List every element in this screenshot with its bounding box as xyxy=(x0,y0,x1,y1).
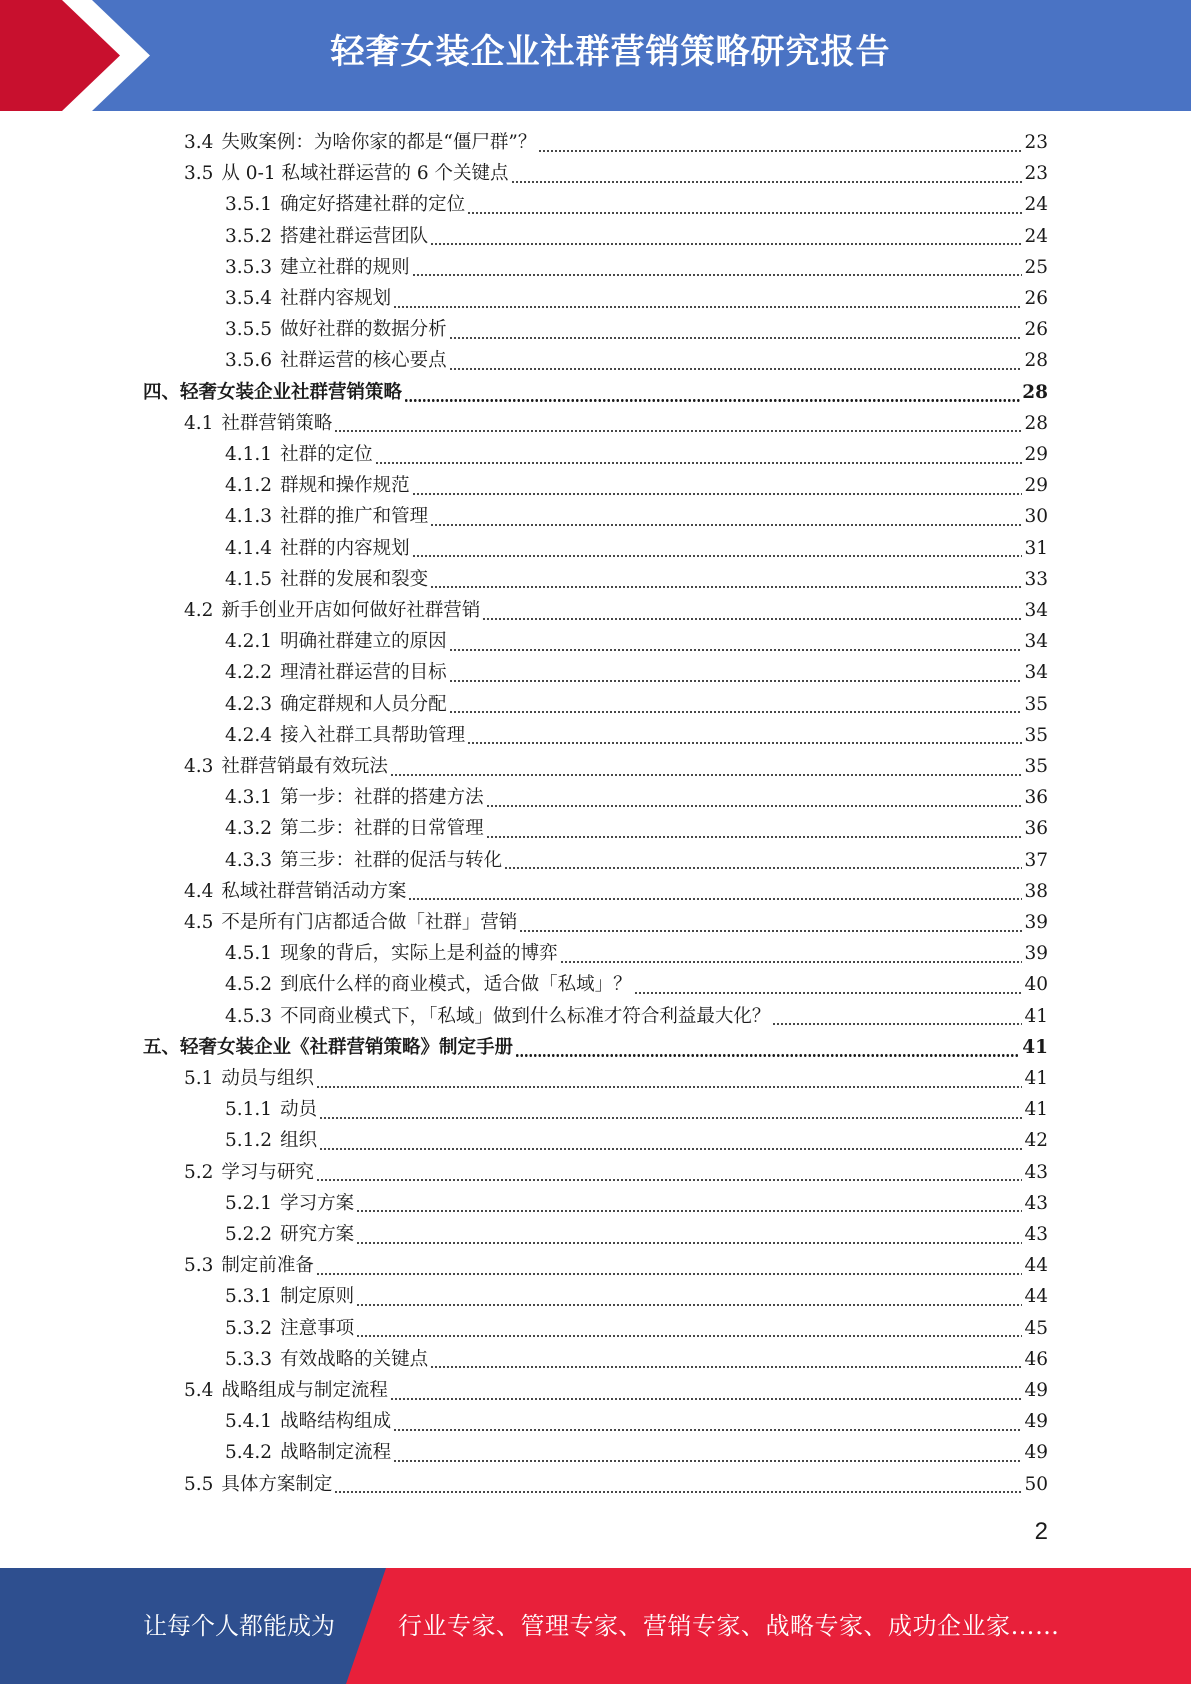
toc-entry-page: 23 xyxy=(1024,132,1048,153)
toc-entry[interactable] xyxy=(225,969,1048,1000)
toc-entry-page: 29 xyxy=(1024,475,1048,497)
toc-dot-leader xyxy=(393,306,1022,308)
toc-entry[interactable] xyxy=(143,1032,1048,1063)
toc-entry-page: 30 xyxy=(1024,506,1048,528)
toc-entry-page: 49 xyxy=(1024,1442,1048,1464)
toc-dot-leader xyxy=(319,1148,1022,1150)
toc-entry[interactable] xyxy=(225,1281,1048,1312)
toc-entry[interactable] xyxy=(184,127,1048,158)
toc-entry-title: 社群内容规划 xyxy=(280,288,392,309)
toc-entry[interactable] xyxy=(184,751,1048,782)
toc-entry[interactable] xyxy=(184,158,1048,189)
toc-dot-leader xyxy=(356,1335,1022,1337)
toc-dot-leader xyxy=(393,1429,1022,1431)
toc-entry-number: 3.5.6 xyxy=(225,350,273,372)
toc-entry[interactable] xyxy=(225,1188,1048,1219)
toc-entry-title: 具体方案制定 xyxy=(221,1473,333,1495)
toc-entry-page: 39 xyxy=(1024,943,1048,965)
toc-dot-leader xyxy=(519,930,1022,932)
toc-dot-leader xyxy=(515,1054,1020,1057)
toc-dot-leader xyxy=(486,805,1023,807)
toc-entry-title: 现象的背后，实际上是利益的博弈 xyxy=(280,943,558,965)
toc-entry-page: 40 xyxy=(1024,974,1048,996)
toc-entry[interactable] xyxy=(225,845,1048,876)
toc-entry-number: 4.2.1 xyxy=(225,631,273,653)
toc-entry-title: 接入社群工具帮助管理 xyxy=(280,724,466,746)
toc-dot-leader xyxy=(334,430,1022,432)
toc-entry[interactable] xyxy=(225,1125,1048,1156)
toc-dot-leader xyxy=(390,774,1023,776)
toc-entry[interactable] xyxy=(225,657,1048,688)
toc-entry-page: 41 xyxy=(1024,1099,1048,1121)
toc-entry-title: 社群的定位 xyxy=(280,444,373,465)
toc-entry[interactable] xyxy=(143,377,1048,408)
toc-dot-leader xyxy=(404,399,1020,402)
toc-entry-page: 36 xyxy=(1024,787,1048,809)
toc-entry-page: 38 xyxy=(1024,880,1048,902)
toc-entry-number: 4.4 xyxy=(184,880,214,902)
toc-entry-title: 有效战略的关键点 xyxy=(280,1348,429,1370)
toc-entry-page: 44 xyxy=(1024,1255,1048,1277)
toc-dot-leader xyxy=(334,1491,1022,1493)
toc-dot-leader xyxy=(486,836,1023,838)
toc-entry-page: 28 xyxy=(1024,412,1048,434)
toc-entry-page: 35 xyxy=(1024,756,1048,777)
toc-entry-number: 4.5.1 xyxy=(225,943,273,965)
toc-dot-leader xyxy=(390,1398,1023,1400)
toc-entry-number: 四、 xyxy=(143,381,181,403)
toc-dot-leader xyxy=(375,462,1023,464)
toc-entry-number: 4.5 xyxy=(184,912,214,933)
toc-entry-number: 4.1.1 xyxy=(225,444,273,465)
toc-entry-number: 5.4.1 xyxy=(225,1411,273,1433)
toc-entry-page: 37 xyxy=(1024,849,1048,871)
toc-dot-leader xyxy=(316,1179,1023,1181)
toc-entry-page: 33 xyxy=(1024,568,1048,590)
toc-entry-number: 4.1.3 xyxy=(225,506,273,528)
toc-entry-title: 战略结构组成 xyxy=(280,1411,392,1433)
toc-dot-leader xyxy=(634,992,1023,994)
toc-entry-page: 41 xyxy=(1024,1068,1048,1089)
footer-slogan-right: 行业专家、管理专家、营销专家、战略专家、成功企业家…… xyxy=(398,1612,1060,1640)
toc-entry-title: 建立社群的规则 xyxy=(280,256,410,278)
toc-dot-leader xyxy=(449,680,1023,682)
toc-dot-leader xyxy=(412,555,1023,557)
page-header xyxy=(0,0,1191,111)
toc-entry-title: 社群的内容规划 xyxy=(280,537,410,559)
toc-entry[interactable] xyxy=(184,408,1048,439)
toc-entry-title: 社群营销最有效玩法 xyxy=(221,756,388,777)
toc-dot-leader xyxy=(772,1023,1022,1025)
toc-entry-page: 34 xyxy=(1024,662,1048,684)
toc-entry-title: 确定群规和人员分配 xyxy=(280,693,447,715)
toc-entry-page: 26 xyxy=(1024,319,1048,341)
toc-entry-page: 34 xyxy=(1024,631,1048,653)
toc-entry-number: 4.3.3 xyxy=(225,849,273,871)
toc-entry[interactable] xyxy=(225,345,1048,376)
toc-entry-page: 49 xyxy=(1024,1380,1048,1401)
toc-entry-title: 轻奢女装企业社群营销策略 xyxy=(180,381,403,403)
toc-entry-title: 到底什么样的商业模式，适合做「私域」？ xyxy=(280,974,632,996)
toc-entry[interactable] xyxy=(225,221,1048,252)
toc-entry-number: 4.1.4 xyxy=(225,537,273,559)
toc-dot-leader xyxy=(316,1086,1023,1088)
toc-entry-number: 3.4 xyxy=(184,132,214,153)
toc-entry-title: 第三步：社群的促活与转化 xyxy=(280,849,503,871)
toc-entry-number: 4.3.1 xyxy=(225,787,273,809)
toc-entry-number: 3.5 xyxy=(184,163,214,185)
toc-entry-title: 社群营销策略 xyxy=(221,412,333,434)
toc-dot-leader xyxy=(316,1273,1023,1275)
toc-entry-number: 五、 xyxy=(143,1036,181,1058)
toc-entry-title: 群规和操作规范 xyxy=(280,475,410,497)
toc-entry-page: 24 xyxy=(1024,194,1048,216)
toc-entry-number: 5.1 xyxy=(184,1068,214,1089)
toc-entry[interactable] xyxy=(225,782,1048,813)
toc-entry-title: 轻奢女装企业《社群营销策略》制定手册 xyxy=(180,1036,514,1058)
toc-entry-title: 动员与组织 xyxy=(221,1068,314,1089)
toc-entry-page: 46 xyxy=(1024,1348,1048,1370)
toc-entry[interactable] xyxy=(225,1406,1048,1437)
toc-entry-title: 理清社群运营的目标 xyxy=(280,662,447,684)
toc-entry-title: 社群运营的核心要点 xyxy=(280,350,447,372)
toc-entry[interactable] xyxy=(225,283,1048,314)
toc-entry-title: 从 0-1 私域社群运营的 6 个关键点 xyxy=(221,163,509,185)
toc-entry-page: 25 xyxy=(1024,256,1048,278)
toc-entry-title: 第一步：社群的搭建方法 xyxy=(280,787,484,809)
toc-dot-leader xyxy=(393,1460,1022,1462)
toc-entry-number: 5.1.2 xyxy=(225,1130,273,1152)
page-number: 2 xyxy=(1034,1518,1048,1545)
toc-entry-title: 明确社群建立的原因 xyxy=(280,631,447,653)
toc-dot-leader xyxy=(356,1304,1022,1306)
toc-entry-title: 新手创业开店如何做好社群营销 xyxy=(221,600,481,621)
toc-entry[interactable] xyxy=(184,1469,1048,1500)
toc-dot-leader xyxy=(449,337,1023,339)
toc-entry-number: 5.4.2 xyxy=(225,1442,273,1464)
toc-entry[interactable] xyxy=(225,689,1048,720)
toc-entry-number: 5.2.1 xyxy=(225,1192,273,1214)
toc-entry-number: 3.5.1 xyxy=(225,194,273,216)
toc-entry[interactable] xyxy=(225,1313,1048,1344)
toc-dot-leader xyxy=(504,867,1022,869)
toc-entry[interactable] xyxy=(225,501,1048,532)
toc-entry-title: 动员 xyxy=(280,1099,318,1121)
toc-entry-page: 42 xyxy=(1024,1130,1048,1152)
toc-entry-number: 5.3.2 xyxy=(225,1317,273,1339)
toc-entry-title: 组织 xyxy=(280,1130,318,1152)
toc-entry-title: 研究方案 xyxy=(280,1224,355,1245)
toc-entry-title: 私域社群营销活动方案 xyxy=(221,880,407,902)
toc-entry-title: 不同商业模式下，「私域」做到什么标准才符合利益最大化？ xyxy=(280,1005,771,1027)
toc-entry-number: 5.2.2 xyxy=(225,1224,273,1245)
footer-slogan-left: 让每个人都能成为 xyxy=(143,1612,335,1640)
toc-entry-number: 4.1.5 xyxy=(225,568,273,590)
toc-entry-page: 26 xyxy=(1024,288,1048,309)
toc-entry[interactable] xyxy=(225,720,1048,751)
toc-entry-page: 43 xyxy=(1024,1161,1048,1183)
toc-entry-page: 23 xyxy=(1024,163,1048,185)
toc-entry-number: 5.3 xyxy=(184,1255,214,1277)
toc-entry[interactable] xyxy=(225,189,1048,220)
toc-dot-leader xyxy=(511,181,1023,183)
toc-entry[interactable] xyxy=(184,1375,1048,1406)
toc-entry-title: 学习方案 xyxy=(280,1192,355,1214)
toc-dot-leader xyxy=(449,368,1023,370)
toc-dot-leader xyxy=(412,274,1023,276)
toc-entry-page: 41 xyxy=(1022,1036,1048,1058)
toc-entry[interactable] xyxy=(225,1437,1048,1468)
toc-entry[interactable] xyxy=(225,938,1048,969)
toc-entry[interactable] xyxy=(225,1344,1048,1375)
toc-entry-title: 注意事项 xyxy=(280,1317,355,1339)
page-footer xyxy=(0,1568,1191,1684)
toc-dot-leader xyxy=(319,1117,1022,1119)
toc-entry-title: 社群的发展和裂变 xyxy=(280,568,429,590)
toc-entry-page: 35 xyxy=(1024,693,1048,715)
toc-entry-title: 第二步：社群的日常管理 xyxy=(280,818,484,840)
toc-entry-number: 5.1.1 xyxy=(225,1099,273,1121)
toc-entry-title: 制定前准备 xyxy=(221,1255,314,1277)
toc-entry-page: 28 xyxy=(1024,350,1048,372)
toc-entry-number: 4.1.2 xyxy=(225,475,273,497)
toc-entry-number: 4.2.4 xyxy=(225,724,273,746)
toc-entry[interactable] xyxy=(184,595,1048,626)
toc-dot-leader xyxy=(408,898,1022,900)
toc-entry-page: 39 xyxy=(1024,912,1048,933)
toc-entry-title: 学习与研究 xyxy=(221,1161,314,1183)
toc-dot-leader xyxy=(449,649,1023,651)
toc-entry-number: 5.3.1 xyxy=(225,1286,273,1308)
toc-dot-leader xyxy=(467,742,1022,744)
toc-entry-page: 34 xyxy=(1024,600,1048,621)
toc-entry-number: 3.5.4 xyxy=(225,288,273,309)
toc-entry-title: 做好社群的数据分析 xyxy=(280,319,447,341)
toc-entry-number: 3.5.5 xyxy=(225,319,273,341)
toc-entry-number: 4.2 xyxy=(184,600,214,621)
toc-entry[interactable] xyxy=(184,1250,1048,1281)
toc-entry-page: 24 xyxy=(1024,225,1048,247)
toc-entry-number: 4.3.2 xyxy=(225,818,273,840)
toc-entry-page: 36 xyxy=(1024,818,1048,840)
toc-dot-leader xyxy=(356,1210,1022,1212)
toc-entry[interactable] xyxy=(225,813,1048,844)
toc-entry[interactable] xyxy=(225,1001,1048,1032)
toc-entry-title: 战略组成与制定流程 xyxy=(221,1380,388,1401)
toc-entry-number: 5.4 xyxy=(184,1380,214,1401)
toc-entry[interactable] xyxy=(225,314,1048,345)
toc-dot-leader xyxy=(467,212,1022,214)
toc-entry-number: 5.3.3 xyxy=(225,1348,273,1370)
toc-entry-title: 制定原则 xyxy=(280,1286,355,1308)
toc-entry-page: 44 xyxy=(1024,1286,1048,1308)
toc-entry-number: 4.5.2 xyxy=(225,974,273,996)
toc-dot-leader xyxy=(449,711,1023,713)
toc-entry-page: 43 xyxy=(1024,1192,1048,1214)
toc-dot-leader xyxy=(430,1366,1022,1368)
toc-entry[interactable] xyxy=(225,1094,1048,1125)
toc-entry-page: 49 xyxy=(1024,1411,1048,1433)
toc-entry-title: 战略制定流程 xyxy=(280,1442,392,1464)
toc-entry-title: 社群的推广和管理 xyxy=(280,506,429,528)
toc-entry-page: 31 xyxy=(1024,537,1048,559)
toc-entry[interactable] xyxy=(184,1063,1048,1094)
toc-dot-leader xyxy=(356,1242,1022,1244)
toc-entry-page: 29 xyxy=(1024,444,1048,465)
toc-entry[interactable] xyxy=(225,1219,1048,1250)
toc-dot-leader xyxy=(560,961,1023,963)
toc-dot-leader xyxy=(538,150,1022,152)
toc-entry-number: 4.2.2 xyxy=(225,662,273,684)
toc-entry-page: 28 xyxy=(1022,381,1048,403)
toc-entry-title: 搭建社群运营团队 xyxy=(280,225,429,247)
toc-entry-number: 3.5.3 xyxy=(225,256,273,278)
toc-entry-title: 确定好搭建社群的定位 xyxy=(280,194,466,216)
toc-entry-number: 3.5.2 xyxy=(225,225,273,247)
toc-dot-leader xyxy=(430,586,1022,588)
toc-dot-leader xyxy=(482,618,1022,620)
report-title: 轻奢女装企业社群营销策略研究报告 xyxy=(330,32,891,72)
toc-entry-number: 4.1 xyxy=(184,412,214,434)
toc-entry[interactable] xyxy=(225,252,1048,283)
toc-entry-page: 50 xyxy=(1024,1473,1048,1495)
toc-entry[interactable] xyxy=(225,533,1048,564)
toc-entry-number: 4.5.3 xyxy=(225,1005,273,1027)
toc-entry[interactable] xyxy=(225,470,1048,501)
toc-entry[interactable] xyxy=(184,1157,1048,1188)
toc-dot-leader xyxy=(430,243,1022,245)
toc-entry-title: 失败案例：为啥你家的都是“僵尸群”？ xyxy=(221,132,537,153)
toc-entry-page: 41 xyxy=(1024,1005,1048,1027)
toc-entry[interactable] xyxy=(225,439,1048,470)
toc-entry-page: 43 xyxy=(1024,1224,1048,1245)
toc-entry-number: 5.2 xyxy=(184,1161,214,1183)
toc-entry[interactable] xyxy=(184,876,1048,907)
toc-entry-number: 4.2.3 xyxy=(225,693,273,715)
toc-dot-leader xyxy=(430,524,1022,526)
toc-entry-title: 不是所有门店都适合做「社群」营销 xyxy=(221,912,518,933)
toc-entry-number: 5.5 xyxy=(184,1473,214,1495)
toc-entry[interactable] xyxy=(225,626,1048,657)
toc-entry-page: 35 xyxy=(1024,724,1048,746)
toc-entry[interactable] xyxy=(184,907,1048,938)
toc-entry-number: 4.3 xyxy=(184,756,214,777)
toc-entry-page: 45 xyxy=(1024,1317,1048,1339)
toc-dot-leader xyxy=(412,493,1023,495)
toc-entry[interactable] xyxy=(225,564,1048,595)
